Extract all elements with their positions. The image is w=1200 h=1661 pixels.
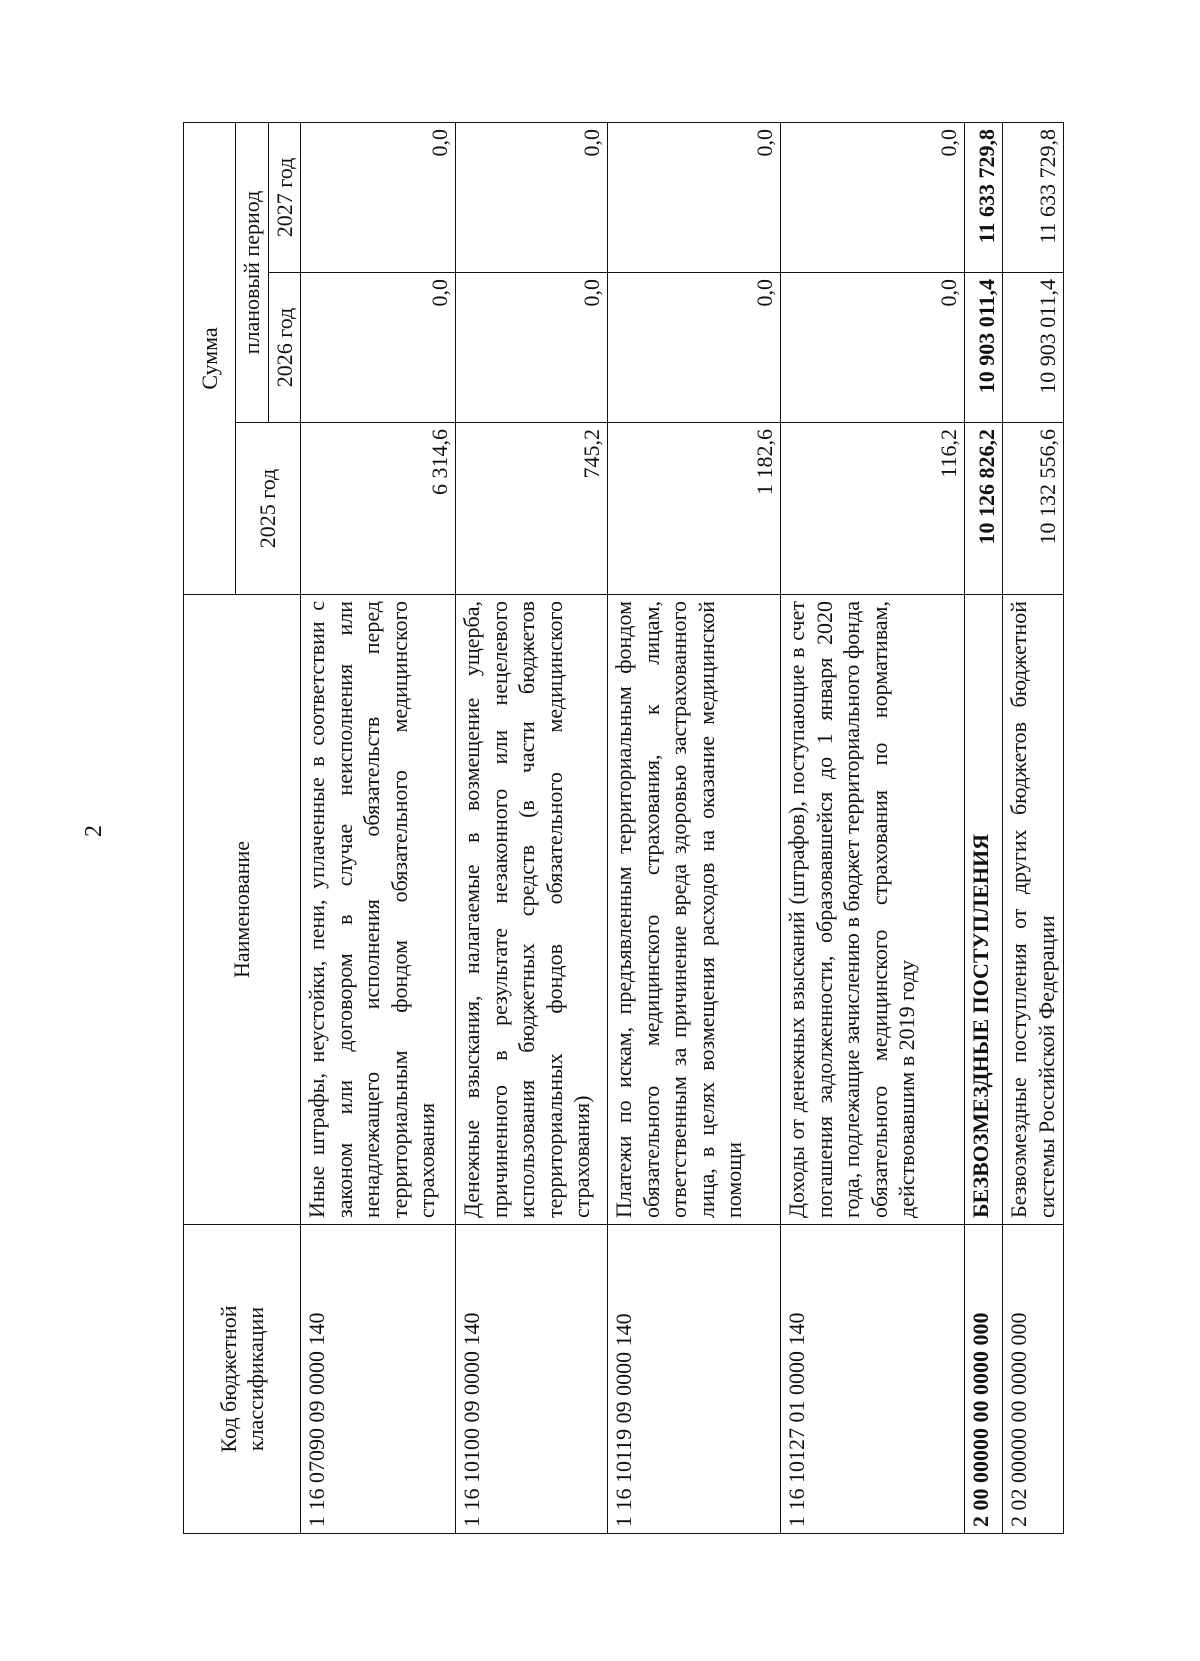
row-value-2026: 10 903 011,4 (1003, 273, 1064, 423)
row-value-2025: 10 132 556,6 (1003, 423, 1064, 595)
revenue-table-wrapper (183, 123, 1060, 1534)
row-name: Безвозмездные поступления от других бюджетов бюджетной системы Российской Федерации (1003, 595, 1064, 1225)
page-number: 2 (81, 825, 107, 837)
table-row-total (965, 122, 1003, 1533)
row-value-2026: 0,0 (456, 273, 608, 423)
revenue-table (183, 122, 1064, 1534)
header-year-2027: 2027 год (268, 122, 301, 272)
row-value-2025: 116,2 (781, 423, 965, 595)
table-header-row (184, 122, 236, 1533)
row-value-2025: 1 182,6 (608, 423, 781, 595)
table-row (456, 122, 608, 1533)
row-name: Денежные взыскания, налагаемые в возмещение ущерба, причиненного в результате незаконного или нецелевого использования бюджетных средств (в части бюджетов территориальных фондов обязательного медицинского страхования) (456, 595, 608, 1225)
row-code: 1 16 07090 09 0000 140 (301, 1225, 456, 1534)
row-value-2027: 11 633 729,8 (965, 122, 1003, 272)
row-value-2026: 10 903 011,4 (965, 273, 1003, 423)
row-name: БЕЗВОЗМЕЗДНЫЕ ПОСТУПЛЕНИЯ (965, 595, 1003, 1225)
header-year-2025: 2025 год (236, 423, 301, 595)
row-value-2027: 11 633 729,8 (1003, 122, 1064, 272)
table-row (1003, 122, 1064, 1533)
table-row (301, 122, 456, 1533)
row-value-2025: 745,2 (456, 423, 608, 595)
row-code: 1 16 10119 09 0000 140 (608, 1225, 781, 1534)
row-name: Доходы от денежных взысканий (штрафов), поступающие в счет погашения задолженности, образовавшейся до 1 января 2020 года, подлежащие зачислению в бюджет территориального фонда обязательного медицинского страхования по нормативам, действовавшим в 2019 году (781, 595, 965, 1225)
header-name: Наименование (184, 595, 301, 1225)
header-planning-period: плановый период (236, 122, 269, 422)
row-code: 2 00 00000 00 0000 000 (965, 1225, 1003, 1534)
row-value-2027: 0,0 (456, 122, 608, 272)
row-code: 1 16 10100 09 0000 140 (456, 1225, 608, 1534)
table-row (608, 122, 781, 1533)
row-value-2027: 0,0 (781, 122, 965, 272)
row-value-2026: 0,0 (301, 273, 456, 423)
row-code: 1 16 10127 01 0000 140 (781, 1225, 965, 1534)
row-value-2027: 0,0 (301, 122, 456, 272)
row-name: Иные штрафы, неустойки, пени, уплаченные в соответствии с законом или договором в случае неисполнения или ненадлежащего исполнения обязательств перед территориальным фондом обязательного медицинского страхования (301, 595, 456, 1225)
row-name: Платежи по искам, предъявленным территориальным фондом обязательного медицинского страхования, к лицам, ответственным за причинение вреда здоровью застрахованного лица, в целях возмещения расходов на оказание медицинской помощи (608, 595, 781, 1225)
row-value-2026: 0,0 (608, 273, 781, 423)
table-row (781, 122, 965, 1533)
row-value-2026: 0,0 (781, 273, 965, 423)
header-code: Код бюджетной классификации (184, 1225, 301, 1534)
row-value-2025: 10 126 826,2 (965, 423, 1003, 595)
header-sum: Сумма (184, 122, 236, 594)
header-year-2026: 2026 год (268, 273, 301, 423)
row-code: 2 02 00000 00 0000 000 (1003, 1225, 1064, 1534)
row-value-2027: 0,0 (608, 122, 781, 272)
row-value-2025: 6 314,6 (301, 423, 456, 595)
